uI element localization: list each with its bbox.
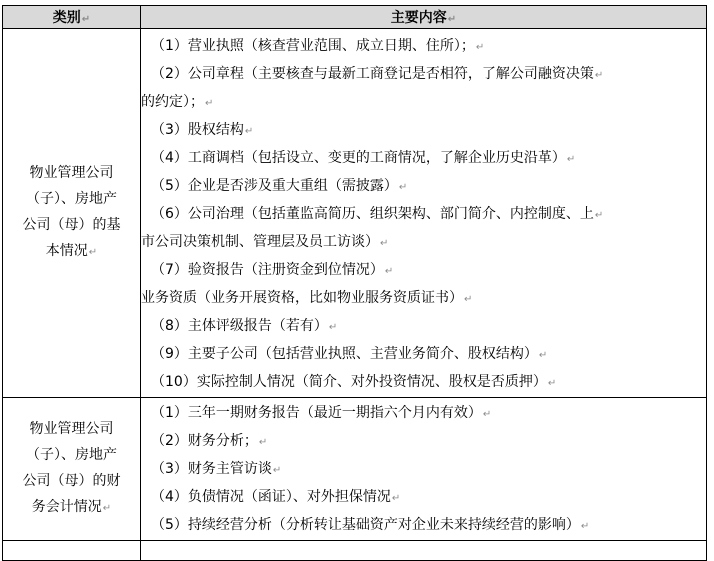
table-row-partial [3,541,707,561]
paragraph-mark-icon: ↵ [102,503,112,514]
category-text-line [3,186,140,212]
category-text-line [3,212,140,238]
content-cell [141,29,707,398]
category-text: 本情况 [45,243,88,259]
table-row [3,398,707,541]
category-text: （子）、房地产 [26,447,117,463]
list-item [141,89,706,117]
list-item [141,257,706,285]
list-item-text: （2）财务分析； [151,433,258,449]
list-item [141,201,706,229]
paragraph-mark-icon: ↵ [398,182,408,193]
paragraph-mark-icon: ↵ [538,350,548,361]
list-item [141,484,706,512]
paragraph-mark-icon: ↵ [258,437,268,448]
category-text: 物业管理公司 [29,165,114,181]
header-content [141,6,707,29]
list-item-text: 业务资质（业务开展资格，比如物业服务资质证书） [141,290,463,306]
list-item [141,428,706,456]
paragraph-mark-icon: ↵ [464,294,473,305]
list-item-text: （10）实际控制人情况（简介、对外投资情况、股权是否质押） [151,374,547,390]
paragraph-mark-icon: ↵ [447,14,457,25]
list-item-text: （5）企业是否涉及重大重组（需披露） [151,178,398,194]
header-category-label: 类别 [52,10,81,26]
list-item-text: （6）公司治理（包括董监高简历、组织架构、部门简介、内控制度、上 [151,206,594,222]
category-text: 公司（母）的财 [22,473,121,489]
list-item-text: （1）营业执照（核查营业范围、成立日期、住所）； [151,38,475,54]
list-item-text: 的约定）； [141,94,204,110]
table-header-row [3,6,707,29]
paragraph-mark-icon: ↵ [580,521,590,532]
paragraph-mark-icon: ↵ [328,322,338,333]
paragraph-mark-icon: ↵ [380,238,389,249]
category-text: 物业管理公司 [29,421,114,437]
list-item-text: （4）负债情况（函证）、对外担保情况 [151,489,391,505]
category-text: （子）、房地产 [26,191,117,207]
category-text-line [3,494,140,522]
list-item [141,229,706,257]
list-item [141,369,706,397]
paragraph-mark-icon: ↵ [205,98,214,109]
content-cell-empty [141,541,707,561]
list-item-text: （3）财务主管访谈 [151,461,272,477]
category-text: 公司（母）的基 [22,217,121,233]
category-text: 务会计情况 [31,499,102,515]
list-item [141,173,706,201]
list-item-text: （7）验资报告（注册资金到位情况） [151,262,384,278]
list-item [141,117,706,145]
list-item-text: （1）三年一期财务报告（最近一期指六个月内有效） [151,405,482,421]
paragraph-mark-icon: ↵ [482,409,492,420]
list-item [141,313,706,341]
category-cell-empty [3,541,141,561]
list-item [141,285,706,313]
paragraph-mark-icon: ↵ [88,247,98,258]
table-row [3,29,707,398]
content-cell [141,398,707,541]
paragraph-mark-icon: ↵ [594,70,604,81]
due-diligence-table [2,5,707,561]
list-item [141,145,706,173]
paragraph-mark-icon: ↵ [244,126,254,137]
category-text-line [3,160,140,186]
paragraph-mark-icon: ↵ [272,465,282,476]
list-item-text: （2）公司章程（主要核查与最新工商登记是否相符，了解公司融资决策 [151,66,594,82]
category-cell [3,398,141,541]
list-item [141,61,706,89]
list-item-text: 市公司决策机制、管理层及员工访谈） [141,234,379,250]
paragraph-mark-icon: ↵ [547,378,557,389]
paragraph-mark-icon: ↵ [384,266,394,277]
list-item-text: （4）工商调档（包括设立、变更的工商情况，了解企业历史沿革） [151,150,566,166]
category-text-line [3,416,140,442]
paragraph-mark-icon: ↵ [81,14,91,25]
header-content-label: 主要内容 [390,10,447,26]
list-item [141,33,706,61]
paragraph-mark-icon: ↵ [391,493,401,504]
list-item-text: （8）主体评级报告（若有） [151,318,328,334]
category-text-line [3,238,140,266]
paragraph-mark-icon: ↵ [594,210,604,221]
list-item-text: （3）股权结构 [151,122,244,138]
list-item-text: （5）持续经营分析（分析转让基础资产对企业未来持续经营的影响） [151,517,580,533]
paragraph-mark-icon: ↵ [475,42,485,53]
list-item [141,456,706,484]
category-cell [3,29,141,398]
list-item [141,400,706,428]
paragraph-mark-icon: ↵ [566,154,576,165]
header-category [3,6,141,29]
list-item [141,512,706,540]
list-item-text: （9）主要子公司（包括营业执照、主营业务简介、股权结构） [151,346,538,362]
category-text-line [3,442,140,468]
list-item [141,341,706,369]
category-text-line [3,468,140,494]
